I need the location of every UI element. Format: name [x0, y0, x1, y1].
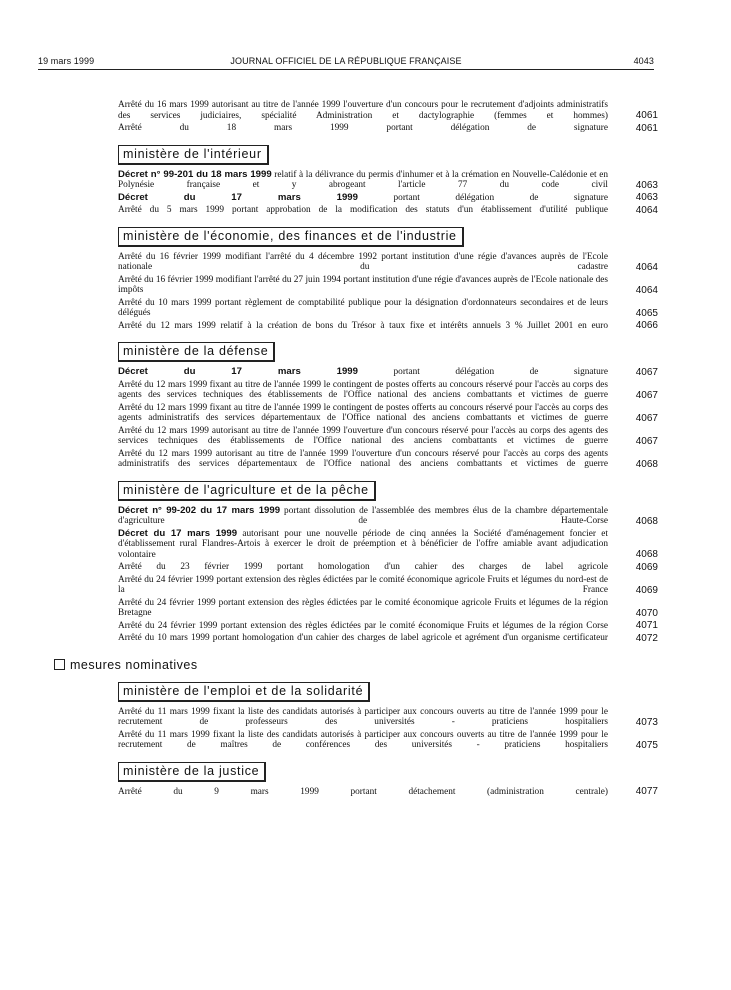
- toc-entry: [118, 529, 658, 561]
- entry-text-block: [118, 633, 608, 644]
- toc-entry: [118, 100, 658, 121]
- entry-title: Arrêté du 16 mars 1999 autorisant au titre de l'année 1999 l'ouverture d'un concours pour le recrutement d'adjoints administratifs des services judiciaires, spécialité Administration et dactylographie (femmes et hommes) .....: [118, 100, 608, 121]
- entry-title: autorisant pour une nouvelle période de cinq années la Société d'aménagement foncier et d'établissement rural Flandres-Artois à exercer le droit de préemption et à bénéficier de l'offre amiable avant adjudication volontaire .....: [118, 529, 608, 561]
- entry-page-number: 4070: [635, 607, 658, 619]
- entry-title: Arrêté du 12 mars 1999 autorisant au titre de l'année 1999 l'ouverture d'un concours réservé pour l'accès au corps des agents administratifs des services départementaux de l'Office national des anciens combattants et victimes de guerre .....: [118, 449, 608, 470]
- entry-title: Arrêté du 5 mars 1999 portant approbation de la modification des statuts d'un établissement d'utilité publique .....: [118, 205, 608, 216]
- general-measures: [118, 100, 658, 644]
- entry-text-block: [118, 730, 608, 751]
- entry-lead: Décret du 17 mars 1999: [118, 528, 238, 539]
- entry-text-block: [118, 575, 608, 596]
- toc-entry: [118, 205, 658, 216]
- mesures-heading-label: mesures nominatives: [70, 657, 198, 672]
- entry-text-block: [118, 275, 608, 296]
- ministry-section: [118, 145, 658, 216]
- header-date: 19 mars 1999: [38, 56, 95, 66]
- ministry-section: [118, 481, 658, 644]
- entry-title: portant délégation de signature .....: [118, 367, 608, 378]
- entry-text-block: [118, 123, 608, 134]
- entry-page-number: 4071: [635, 620, 658, 631]
- toc-entry: [118, 275, 658, 296]
- entry-title: Arrêté du 11 mars 1999 fixant la liste des candidats autorisés à participer aux concours ouverts au titre de l'année 1999 pour le recrutement de professeurs des universités - praticiens hospitaliers .....: [118, 707, 608, 728]
- header-journal-title: JOURNAL OFFICIEL DE LA RÉPUBLIQUE FRANÇAISE: [230, 56, 462, 66]
- mesures-nominatives-heading: [54, 658, 658, 672]
- entry-text-block: [118, 621, 608, 632]
- entry-title: Arrêté du 12 mars 1999 fixant au titre de l'année 1999 le contingent de postes offerts au concours réservé pour l'accès au corps des agents des services techniques des établissements de l'Office national des anciens combattants et victimes de guerre .....: [118, 380, 608, 401]
- ministry-section: [118, 100, 658, 134]
- entry-title: Arrêté du 16 février 1999 modifiant l'arrêté du 27 juin 1994 portant institution d'une régie d'avances auprès de l'Ecole nationale des impôts .....: [118, 275, 608, 296]
- entry-text-block: [118, 787, 608, 798]
- entry-title: Arrêté du 16 février 1999 modifiant l'arrêté du 4 décembre 1992 portant institution d'une régie d'avances auprès de l'Ecole nationale du cadastre .....: [118, 252, 608, 273]
- entry-title: Arrêté du 12 mars 1999 relatif à la création de bons du Trésor à taux fixe et intérêts annuels 3 % Juillet 2001 en euro .....: [118, 321, 608, 332]
- entry-text-block: [118, 170, 608, 191]
- entry-text-block: [118, 367, 608, 378]
- toc-entry: [118, 787, 658, 798]
- entry-page-number: 4063: [635, 179, 658, 191]
- entry-title: Arrêté du 24 février 1999 portant extension des règles édictées par le comité économique Fruits et légumes de la région Corse .....: [118, 621, 608, 632]
- entry-text-block: [118, 506, 608, 527]
- toc-entry: [118, 575, 658, 596]
- entry-page-number: 4066: [635, 320, 658, 331]
- ministry-title: ministère de l'agriculture et de la pêche: [118, 481, 376, 501]
- toc-entry: [118, 193, 658, 204]
- entry-title: Arrêté du 9 mars 1999 portant détachement (administration centrale) .....: [118, 787, 608, 798]
- entry-page-number: 4067: [635, 412, 658, 424]
- toc-entry: [118, 367, 658, 378]
- entry-title: Arrêté du 12 mars 1999 fixant au titre de l'année 1999 le contingent de postes offerts au concours réservé pour l'accès au corps des agents administratifs des services départementaux de l'Office national des anciens combattants et victimes de guerre .....: [118, 403, 608, 424]
- entry-page-number: 4067: [635, 366, 658, 378]
- ministry-title: ministère de la justice: [118, 762, 266, 782]
- ministry-title: ministère de l'intérieur: [118, 145, 269, 165]
- entry-page-number: 4063: [635, 192, 658, 203]
- entry-text-block: [118, 449, 608, 470]
- entry-page-number: 4064: [635, 284, 658, 296]
- entry-text-block: [118, 252, 608, 273]
- toc-entry: [118, 730, 658, 751]
- toc-entry: [118, 621, 658, 632]
- entry-lead: Décret n° 99-202 du 17 mars 1999: [118, 505, 281, 516]
- toc-entry: [118, 562, 658, 573]
- entry-title: relatif à la délivrance du permis d'inhumer et à la crémation en Nouvelle-Calédonie et en Polynésie française et y abrogeant l'article 77 du code civil .....: [118, 170, 608, 191]
- toc-entry: [118, 321, 658, 332]
- toc-entry: [118, 380, 658, 401]
- entry-page-number: 4075: [635, 739, 658, 751]
- ministry-section: [118, 227, 658, 332]
- toc-entry: [118, 170, 658, 191]
- toc-entry: [118, 403, 658, 424]
- entry-title: portant dissolution de l'assemblée des membres élus de la chambre départementale d'agriculture de Haute-Corse .....: [118, 506, 608, 527]
- checkbox-square-icon: [54, 659, 65, 670]
- ministry-title: ministère de l'économie, des finances et de l'industrie: [118, 227, 464, 247]
- entry-text-block: [118, 298, 608, 319]
- entry-page-number: 4064: [635, 261, 658, 273]
- header-rule: [38, 69, 654, 70]
- entry-lead: Décret du 17 mars 1999: [118, 192, 358, 203]
- entry-title: Arrêté du 24 février 1999 portant extension des règles édictées par le comité économique agricole Fruits et légumes du nord-est de la France .....: [118, 575, 608, 596]
- entry-page-number: 4069: [635, 561, 658, 573]
- ministry-title: ministère de l'emploi et de la solidarité: [118, 682, 370, 702]
- toc-entry: [118, 707, 658, 728]
- entry-lead: Décret du 17 mars 1999: [118, 367, 358, 377]
- entry-title: portant délégation de signature .....: [118, 193, 608, 204]
- toc-entry: [118, 506, 658, 527]
- entry-text-block: [118, 403, 608, 424]
- entry-title: Arrêté du 10 mars 1999 portant règlement de comptabilité publique pour la désignation d'ordonnateurs secondaires et de leurs délégués .....: [118, 298, 608, 319]
- toc-entry: [118, 123, 658, 134]
- entry-page-number: 4077: [635, 786, 658, 797]
- nominative-measures: [118, 682, 658, 798]
- toc-entry: [118, 252, 658, 273]
- entry-title: Arrêté du 12 mars 1999 autorisant au titre de l'année 1999 l'ouverture d'un concours réservé pour l'accès au corps des agents des services techniques des établissements de l'Office national des anciens combattants et victimes de guerre .....: [118, 426, 608, 447]
- ministry-section: [118, 342, 658, 470]
- entry-text-block: [118, 100, 608, 121]
- toc-entry: [118, 298, 658, 319]
- toc-entry: [118, 426, 658, 447]
- entry-page-number: 4068: [635, 549, 658, 560]
- entry-page-number: 4073: [635, 716, 658, 728]
- entry-page-number: 4067: [635, 389, 658, 401]
- entry-title: Arrêté du 18 mars 1999 portant délégation de signature .....: [118, 123, 608, 134]
- entry-page-number: 4068: [635, 458, 658, 470]
- entry-text-block: [118, 562, 608, 573]
- table-of-contents: [70, 100, 658, 799]
- toc-entry: [118, 449, 658, 470]
- toc-entry: [118, 633, 658, 644]
- entry-text-block: [118, 426, 608, 447]
- entry-text-block: [118, 529, 608, 561]
- entry-title: Arrêté du 24 février 1999 portant extension des règles édictées par le comité économique agricole Fruits et légumes de la région Bretagne .....: [118, 598, 608, 619]
- entry-text-block: [118, 321, 608, 332]
- entry-text-block: [118, 205, 608, 216]
- entry-page-number: 4067: [635, 435, 658, 447]
- running-header: [38, 56, 654, 70]
- entry-text-block: [118, 598, 608, 619]
- entry-page-number: 4061: [635, 122, 658, 134]
- entry-text-block: [118, 380, 608, 401]
- entry-title: Arrêté du 23 février 1999 portant homologation d'un cahier des charges de label agricole .....: [118, 562, 608, 573]
- entry-page-number: 4064: [635, 204, 658, 216]
- entry-text-block: [118, 707, 608, 728]
- entry-page-number: 4065: [635, 307, 658, 319]
- entry-page-number: 4061: [635, 110, 658, 121]
- entry-title: Arrêté du 11 mars 1999 fixant la liste des candidats autorisés à participer aux concours ouverts au titre de l'année 1999 pour le recrutement de maîtres de conférences des universités - praticiens hospitaliers .....: [118, 730, 608, 751]
- entry-title: Arrêté du 10 mars 1999 portant homologation d'un cahier des charges de label agricole et agrément d'un organisme certificateur .....: [118, 633, 608, 644]
- entry-page-number: 4072: [635, 632, 658, 644]
- ministry-title: ministère de la défense: [118, 342, 275, 362]
- entry-page-number: 4068: [635, 515, 658, 527]
- entry-page-number: 4069: [635, 584, 658, 596]
- header-page-number: 4043: [633, 56, 654, 66]
- entry-text-block: [118, 193, 608, 204]
- ministry-section: [118, 682, 658, 751]
- ministry-section: [118, 762, 658, 798]
- toc-entry: [118, 598, 658, 619]
- entry-lead: Décret n° 99-201 du 18 mars 1999: [118, 169, 272, 180]
